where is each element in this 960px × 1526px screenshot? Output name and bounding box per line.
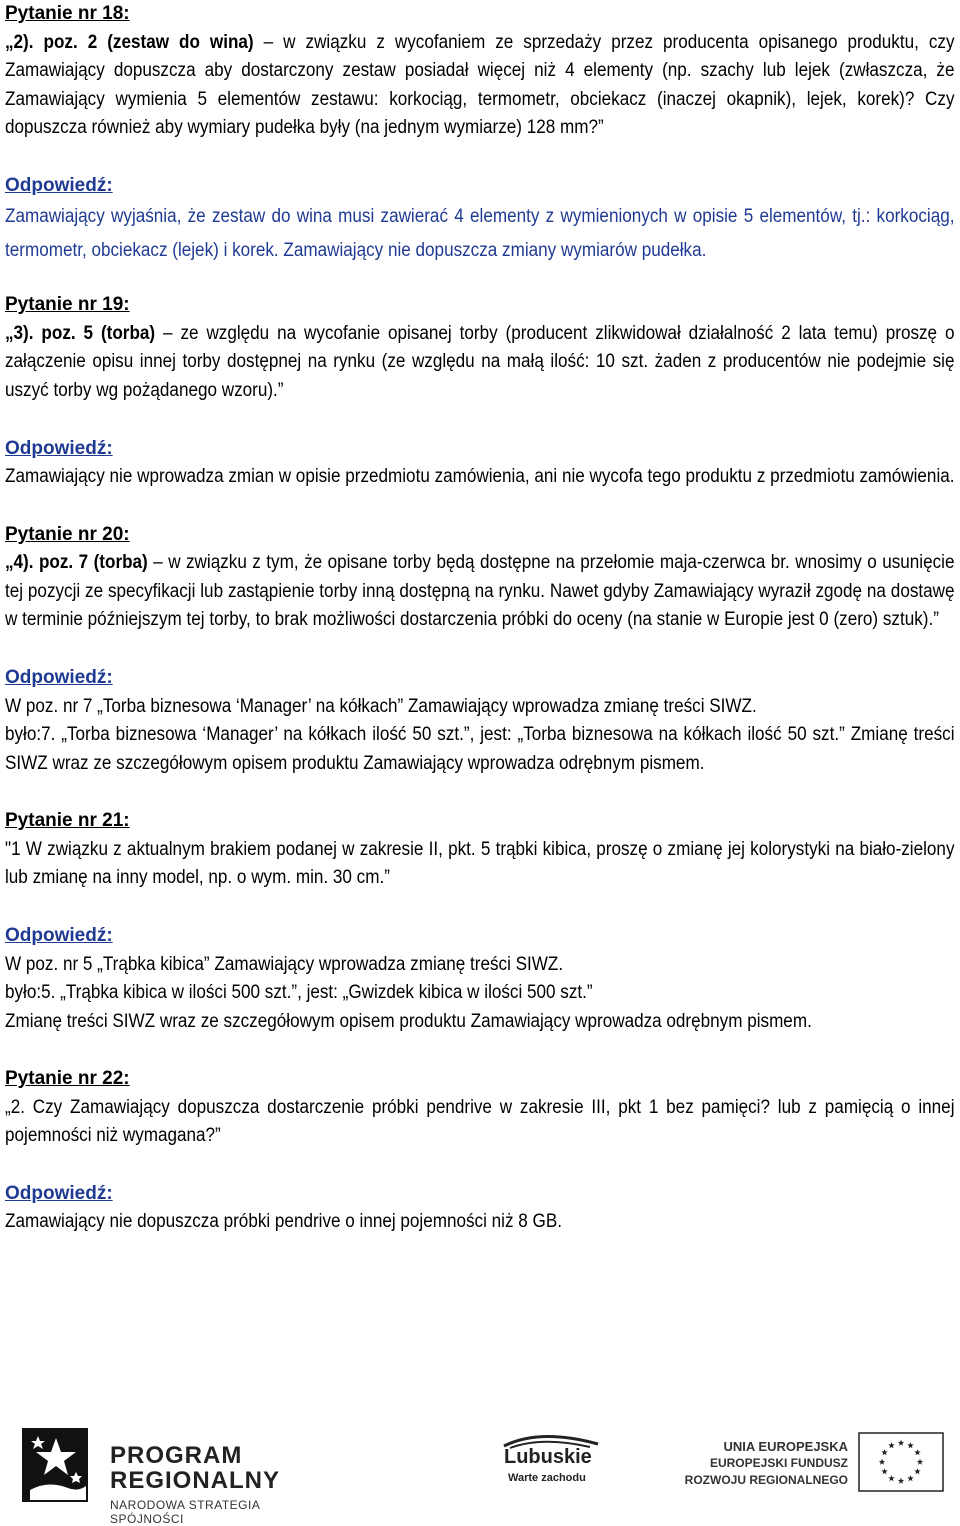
question-text <box>5 29 955 143</box>
question-text <box>5 549 955 635</box>
document-body <box>5 0 955 1237</box>
answer-title: Odpowiedź: <box>5 1182 113 1204</box>
lubuskie-name: Lubuskie <box>504 1446 592 1468</box>
program-line3: NARODOWA STRATEGIA SPÓJNOŚCI <box>110 1498 260 1526</box>
question-body: – w związku z wycofaniem ze sprzedaży przez producenta opisanego produktu, czy Zamawiający dopuszcza aby dostarczony zestaw posiadał więcej niż 4 elementy (np. szachy lub lejek (zwłaszcza, że Zamawiający wymienia 5 elementów zestawu: korkociąg, termometr, obciekacz (inaczej okapnik), lejek, korek)? Czy dopuszcza również aby wymiary pudełka były (na jednym wymiarze) 128 mm?” <box>5 31 955 139</box>
answer-title: Odpowiedź: <box>5 667 113 689</box>
footer-logos <box>0 1420 960 1526</box>
question-text <box>5 320 955 406</box>
question-body: – w związku z tym, że opisane torby będą dostępne na przełomie maja-czerwca br. wnosimy o usunięcie tej pozycji ze specyfikacji lub zastąpienie torby inną dostępną na rynku. Nawet gdyby Zamawiający wyraził zgodę na dostawę w terminie późniejszym tej torby, to brak możliwości dostarczenia próbki do oceny (na stanie w Europie jest 0 (zero) sztuk).” <box>5 552 955 631</box>
eu-line2: EUROPEJSKI FUNDUSZ <box>709 1456 848 1470</box>
answer-title: Odpowiedź: <box>5 174 113 196</box>
question-prefix: „4). poz. 7 (torba) <box>5 552 148 574</box>
answer-text: Zamawiający nie wprowadza zmian w opisie przedmiotu zamówienia, ani nie wycofa tego produktu z przedmiotu zamówienia. <box>5 466 955 488</box>
answer-text: W poz. nr 5 „Trąbka kibica” Zamawiający wprowadza zmianę treści SIWZ. było:5. „Trąbka kibica w ilości 500 szt.”, jest: „Gwizdek kibica w ilości 500 szt.” Zmianę treści SIWZ wraz ze szczegółowym opisem produktu Zamawiający wprowadza odrębnym pismem. <box>5 953 812 1032</box>
program-regionalny-logo-icon <box>18 1420 100 1510</box>
question-body: "1 W związku z aktualnym brakiem podanej w zakresie II, pkt. 5 trąbki kibica, proszę o zmianę jej kolorystyki na biało-zielony lub zmianę na inny model, np. o wym. min. 30 cm.” <box>5 838 955 889</box>
question-text <box>5 836 955 893</box>
question-title: Pytanie nr 20: <box>5 523 130 545</box>
question-title: Pytanie nr 19: <box>5 294 130 316</box>
question-body: – ze względu na wycofanie opisanej torby (producent zlikwidował działalność 2 lata temu) proszę o załączenie opisu innej torby dostępnej na rynku (ze względu na małą ilość: 10 szt. żaden z producentów nie podejmie się uszyć torby wg pożądanego wzoru).” <box>5 322 955 402</box>
answer-text: Zamawiający wyjaśnia, że zestaw do wina musi zawierać 4 elementy z wymienionych w opisie 5 elementów, tj.: korkociąg, termometr, obciekacz (lejek) i korek. Zamawiający nie dopuszcza zmiany wymiarów pudełka. <box>5 206 955 262</box>
question-title: Pytanie nr 21: <box>5 810 130 832</box>
lubuskie-logo <box>480 1438 620 1498</box>
question-title: Pytanie nr 18: <box>5 3 130 24</box>
program-line1: PROGRAM <box>110 1442 243 1469</box>
eu-line1: UNIA EUROPEJSKA <box>723 1439 848 1454</box>
question-prefix: „2). poz. 2 (zestaw do wina) <box>5 31 254 53</box>
eu-line3: ROZWOJU REGIONALNEGO <box>684 1473 848 1487</box>
lubuskie-slogan: Warte zachodu <box>508 1472 586 1484</box>
question-title: Pytanie nr 22: <box>5 1068 130 1090</box>
eu-fund-text <box>668 1438 848 1489</box>
question-body: „2. Czy Zamawiający dopuszcza dostarczenie próbki pendrive w zakresie III, pkt 1 bez pamięci? lub z pamięcią o innej pojemności niż wymagana?” <box>5 1096 955 1147</box>
answer-title: Odpowiedź: <box>5 437 113 459</box>
answer-text: W poz. nr 7 „Torba biznesowa ‘Manager’ na kółkach” Zamawiający wprowadza zmianę treści SIWZ. było:7. „Torba biznesowa ‘Manager’ na kółkach ilość 50 szt.”, jest: „Torba biznesowa na kółkach ilość 50 szt.” Zmianę treści SIWZ wraz ze szczegółowym opisem produktu Zamawiający wprowadza odrębnym pismem. <box>5 695 955 774</box>
eu-flag-icon <box>858 1432 944 1492</box>
question-prefix: „3). poz. 5 (torba) <box>5 322 156 344</box>
program-regionalny-logo <box>18 1420 318 1526</box>
program-regionalny-text <box>110 1444 318 1526</box>
program-line2: REGIONALNY <box>110 1467 281 1494</box>
question-text <box>5 1094 955 1151</box>
answer-text: Zamawiający nie dopuszcza próbki pendrive o innej pojemności niż 8 GB. <box>5 1211 562 1233</box>
answer-title: Odpowiedź: <box>5 925 113 946</box>
